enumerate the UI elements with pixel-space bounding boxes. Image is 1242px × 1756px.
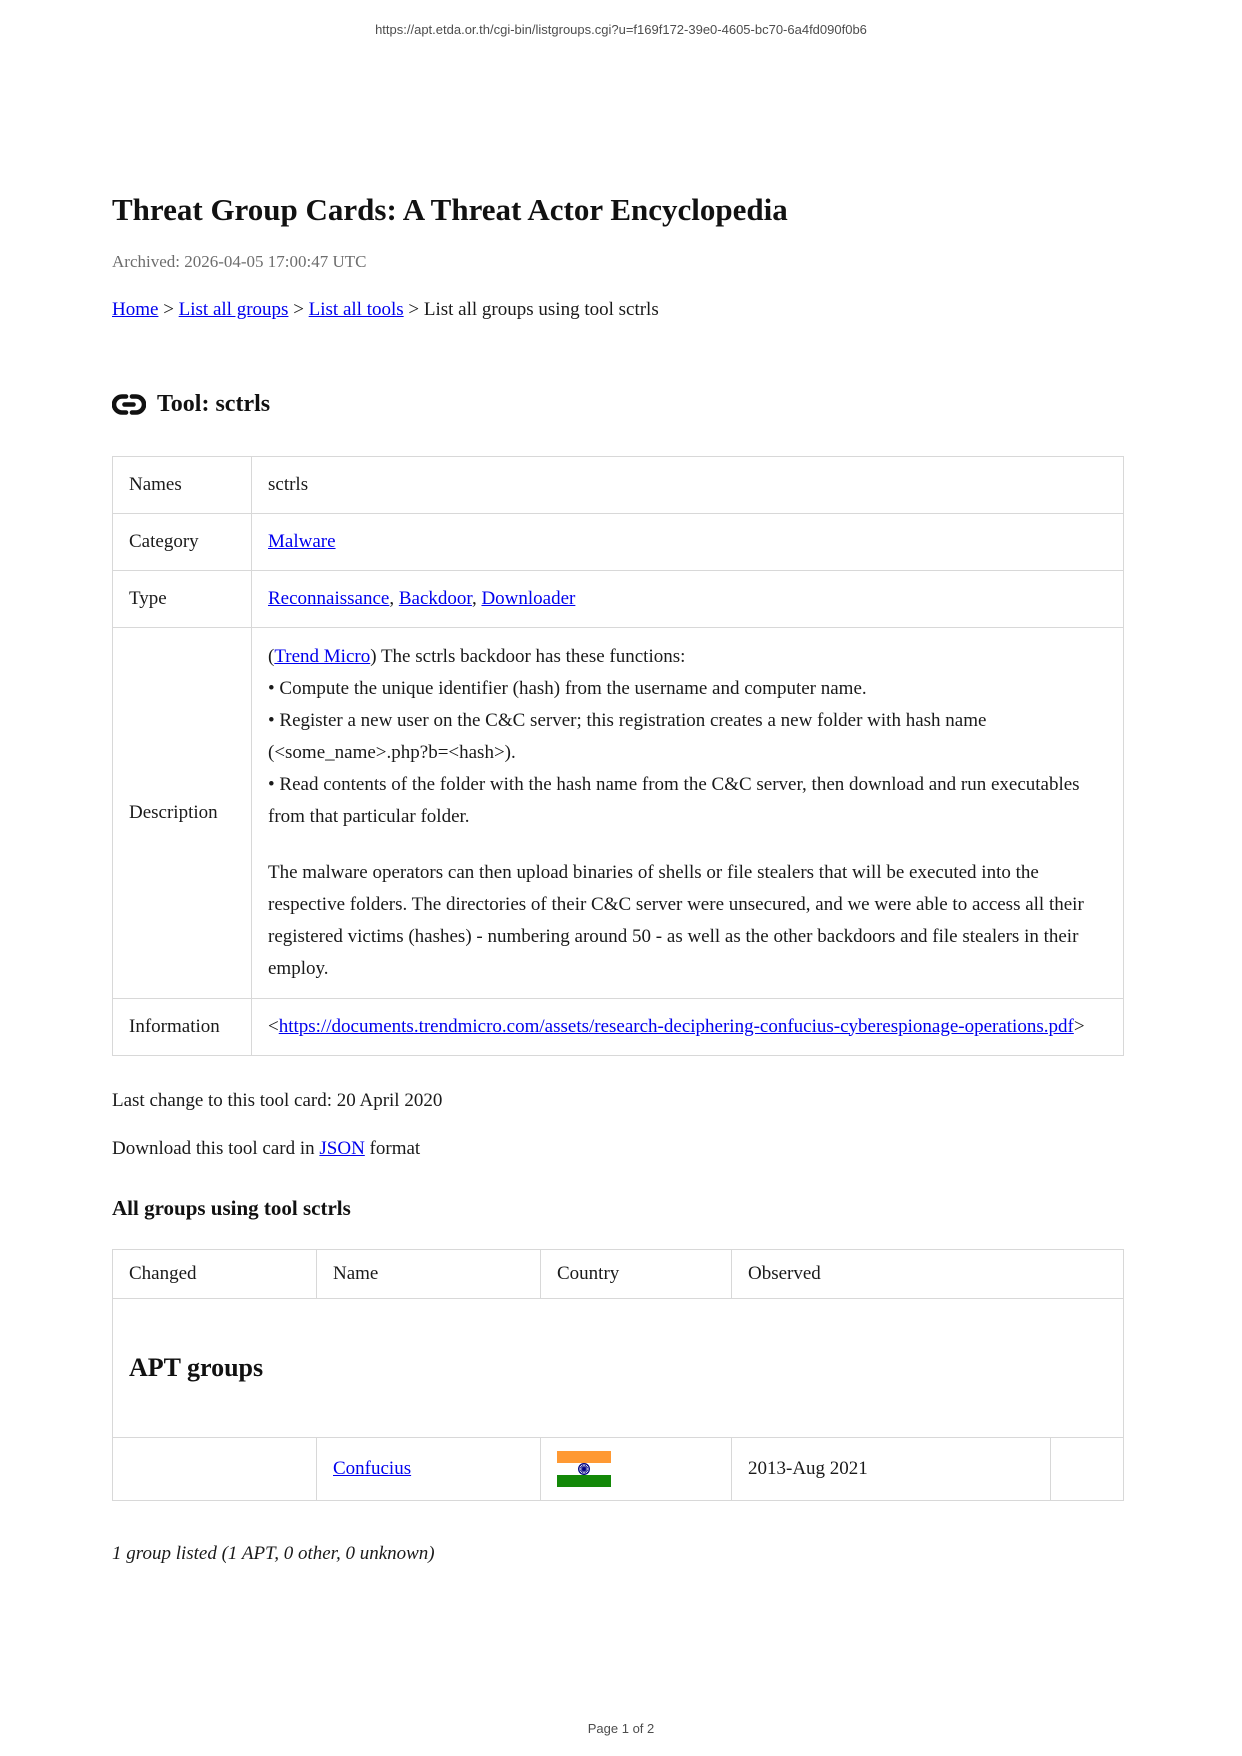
information-suffix: > bbox=[1073, 1015, 1085, 1037]
breadcrumb-link-list-all-tools[interactable]: List all tools bbox=[308, 298, 404, 320]
description-label-cell: Description bbox=[113, 627, 252, 998]
type-separator: , bbox=[471, 587, 482, 609]
breadcrumb-link-list-all-groups[interactable]: List all groups bbox=[178, 298, 289, 320]
information-label-cell: Information bbox=[113, 998, 252, 1055]
header-country: Country bbox=[541, 1249, 732, 1298]
type-label-cell: Type bbox=[113, 570, 252, 627]
groups-table bbox=[112, 1249, 1124, 1501]
changed-cell bbox=[113, 1437, 317, 1500]
group-banner-row bbox=[113, 1298, 1124, 1437]
table-row bbox=[113, 627, 1124, 998]
tool-card-table bbox=[112, 456, 1124, 1056]
description-bullet: • Compute the unique identifier (hash) from the username and computer name. bbox=[268, 677, 867, 699]
description-intro-rest: ) The sctrls backdoor has these functions: bbox=[370, 645, 686, 667]
category-value-cell bbox=[252, 513, 1124, 570]
breadcrumb-separator: > bbox=[288, 298, 309, 320]
description-bullet: • Register a new user on the C&C server; this registration creates a new folder with hash name (<some_name>.php?b=<hash>). bbox=[268, 709, 987, 763]
description-paragraph: The malware operators can then upload binaries of shells or file stealers that will be executed into the respective folders. The directories of their C&C server were unsecured, and we were able to access all their registered victims (hashes) - numbering around 50 - as well as the other backdoors and file stealers in their employ. bbox=[268, 861, 1084, 979]
json-link[interactable]: JSON bbox=[319, 1137, 365, 1159]
page-content bbox=[112, 0, 1124, 1565]
breadcrumb bbox=[112, 299, 1124, 321]
archived-timestamp: Archived: 2026-04-05 17:00:47 UTC bbox=[112, 251, 367, 271]
last-change-text: Last change to this tool card: 20 April 2020 bbox=[112, 1089, 443, 1111]
breadcrumb-link-home[interactable]: Home bbox=[112, 298, 159, 320]
description-bullets bbox=[268, 673, 1107, 833]
tool-heading-label: Tool: sctrls bbox=[157, 390, 271, 417]
malware-link[interactable]: Malware bbox=[268, 530, 336, 552]
observed-cell: 2013-Aug 2021 bbox=[732, 1437, 1051, 1500]
print-header-url: https://apt.etda.or.th/cgi-bin/listgroups.cgi?u=f169f172-39e0-4605-bc70-6a4fd090f0b6 bbox=[375, 22, 867, 37]
information-value-cell bbox=[252, 998, 1124, 1055]
page-title: Threat Group Cards: A Threat Actor Encyclopedia bbox=[112, 192, 788, 227]
name-cell bbox=[317, 1437, 541, 1500]
print-footer-page-number: Page 1 of 2 bbox=[587, 1721, 655, 1736]
information-link[interactable]: https://documents.trendmicro.com/assets/research-deciphering-confucius-cyberespionage-operations.pdf bbox=[278, 1015, 1074, 1037]
groups-header-row bbox=[113, 1249, 1124, 1298]
header-changed: Changed bbox=[113, 1249, 317, 1298]
empty-cell bbox=[1051, 1437, 1124, 1500]
header-name: Name bbox=[317, 1249, 541, 1298]
india-flag-icon bbox=[557, 1451, 611, 1487]
table-row bbox=[113, 998, 1124, 1055]
information-prefix: < bbox=[268, 1015, 279, 1037]
table-row bbox=[113, 456, 1124, 513]
names-label-cell: Names bbox=[113, 456, 252, 513]
group-count-summary: 1 group listed (1 APT, 0 other, 0 unknown) bbox=[112, 1542, 435, 1564]
category-label-cell: Category bbox=[113, 513, 252, 570]
download-prefix: Download this tool card in bbox=[112, 1137, 320, 1159]
tool-heading bbox=[112, 391, 1124, 418]
apt-groups-banner: APT groups bbox=[113, 1298, 1124, 1437]
confucius-link[interactable]: Confucius bbox=[333, 1457, 412, 1479]
downloader-link[interactable]: Downloader bbox=[481, 587, 576, 609]
description-value-cell bbox=[252, 627, 1124, 998]
description-intro-open: ( bbox=[268, 645, 275, 667]
description-bullet: • Read contents of the folder with the hash name from the C&C server, then download and run executables from that particular folder. bbox=[268, 773, 1080, 827]
link-icon[interactable] bbox=[112, 391, 146, 418]
type-value-cell bbox=[252, 570, 1124, 627]
description-intro bbox=[268, 641, 1107, 673]
type-separator: , bbox=[389, 587, 399, 609]
table-row bbox=[113, 570, 1124, 627]
backdoor-link[interactable]: Backdoor bbox=[398, 587, 472, 609]
header-observed: Observed bbox=[732, 1249, 1124, 1298]
country-cell bbox=[541, 1437, 732, 1500]
download-suffix: format bbox=[364, 1137, 421, 1159]
download-text bbox=[112, 1138, 1124, 1160]
breadcrumb-separator: > bbox=[158, 298, 179, 320]
trend-micro-link[interactable]: Trend Micro bbox=[274, 645, 371, 667]
reconnaissance-link[interactable]: Reconnaissance bbox=[268, 587, 390, 609]
table-row bbox=[113, 513, 1124, 570]
names-value-cell: sctrls bbox=[252, 456, 1124, 513]
table-row bbox=[113, 1437, 1124, 1500]
breadcrumb-current: List all groups using tool sctrls bbox=[423, 298, 659, 320]
groups-section-heading: All groups using tool sctrls bbox=[112, 1195, 351, 1220]
breadcrumb-separator: > bbox=[403, 298, 424, 320]
